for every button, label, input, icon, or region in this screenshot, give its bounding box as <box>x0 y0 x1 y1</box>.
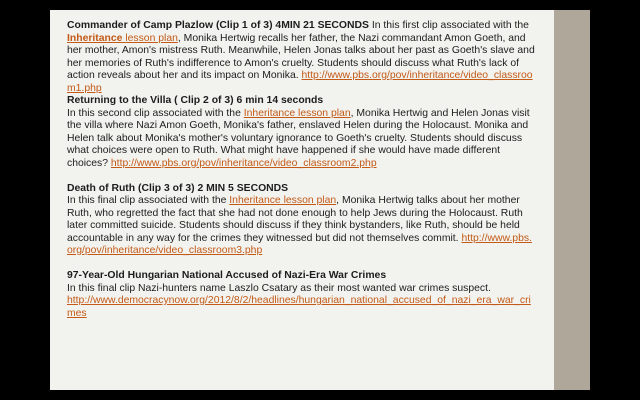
clip-4-title: 97-Year-Old Hungarian National Accused of Nazi-Era War Crimes <box>67 270 387 281</box>
clip-2-url-link[interactable]: http://www.pbs.org/pov/inheritance/video_classroom2.php <box>110 157 377 169</box>
clip-2-description: , Monika Hertwig and Helen Jonas visit the villa where Nazi Amon Goeth, Monika's father, enslaved Helen during the Holocaust. Monika and Helen talk about Monika's mother's voluntary ignorance to Goeth's cruelty. Students should discuss what choices were open to Ruth. What might have happened if she would have made different choices? <box>67 107 530 169</box>
slide-content <box>67 20 537 320</box>
clip-entry-3 <box>67 183 537 258</box>
clip-1-description: , Monika Hertwig recalls her father, the Nazi commandant Amon Goeth, and her mother, Amon's mistress Ruth. Meanwhile, Helen Jonas talks about her past as Goeth's slave and her memories of Ruth's indifference to Amon's cruelty. Students should discuss what Ruth's lack of action reveals about her and its impact on Monika. <box>67 32 535 81</box>
clip-1-lesson-plan-link[interactable] <box>67 33 178 44</box>
slide <box>50 10 590 390</box>
spacer <box>67 170 537 183</box>
clip-3-lesson-plan-link[interactable]: Inheritance lesson plan <box>229 195 337 206</box>
clip-1-url-link[interactable]: http://www.pbs.org/pov/inheritance/video_classroom1.php <box>67 70 533 94</box>
clip-3-intro: In this final clip associated with the <box>67 195 227 206</box>
clip-3-url-link[interactable]: http://www.pbs.org/pov/inheritance/video_classroom3.php <box>67 232 532 256</box>
clip-entry-4 <box>67 270 537 320</box>
clip-2-intro: In this second clip associated with the <box>67 107 241 119</box>
clip-3-description: , Monika Hertwig talks about her mother Ruth, who regretted the fact that she had not done enough to help Jews during the Holocaust. Ruth later committed suicide. Students should discuss if they think bystanders, like Ruth, should be held accountable in any way for the crimes they witnessed but did not themselves commit. <box>67 195 523 244</box>
clip-entry-2 <box>67 95 537 170</box>
clip-1-lesson-plan-link-bold: Inheritance <box>67 32 123 44</box>
clip-2-title: Returning to the Villa ( Clip 2 of 3) 6 min 14 seconds <box>67 95 324 106</box>
slide-side-bar <box>554 10 590 390</box>
clip-1-intro: In this first clip associated with the <box>371 20 529 31</box>
clip-entry-1 <box>67 20 537 95</box>
clip-1-lesson-plan-link-rest: lesson plan <box>125 32 178 44</box>
clip-4-url-link[interactable]: http://www.democracynow.org/2012/8/2/headlines/hungarian_national_accused_of_nazi_era_war_crimes <box>67 295 531 319</box>
clip-1-title: Commander of Camp Plazlow (Clip 1 of 3) 4MIN 21 SECONDS <box>67 20 369 31</box>
spacer <box>67 258 537 271</box>
clip-2-lesson-plan-link[interactable]: Inheritance lesson plan <box>243 107 351 119</box>
clip-3-title: Death of Ruth (Clip 3 of 3) 2 MIN 5 SECONDS <box>67 182 289 194</box>
clip-4-description: In this final clip Nazi-hunters name Laszlo Csatary as their most wanted war crimes suspect. <box>67 282 491 294</box>
